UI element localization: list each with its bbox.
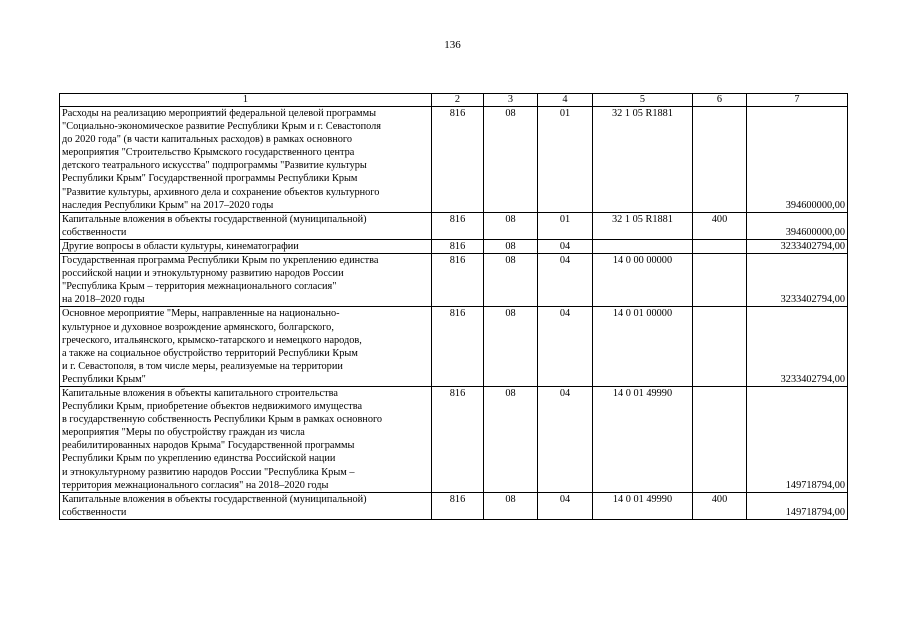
- target-article-cell: [593, 239, 693, 253]
- header-cell: 7: [747, 94, 848, 107]
- expense-type-cell: [693, 386, 747, 492]
- expense-name-cell: Капитальные вложения в объекты капитального строительства Республики Крым, приобретение объектов недвижимого имущества в государственную собственность Республики Крым в рамках основного мероприятия "Меры по обустройству граждан из числа реабилитированных народов Крыма" Государственной программы Республики Крым по укреплению единства Российской нации и этнокультурному развитию народов России "Республика Крым – территория межнационального согласия" на 2018–2020 годы: [60, 386, 432, 492]
- amount-cell: 394600000,00: [747, 107, 848, 213]
- subsection-code-cell: 01: [538, 107, 593, 213]
- ministry-code-cell: 816: [432, 307, 484, 387]
- target-article-cell: 14 0 01 49990: [593, 386, 693, 492]
- ministry-code-cell: 816: [432, 212, 484, 239]
- subsection-code-cell: 04: [538, 254, 593, 307]
- ministry-code-cell: 816: [432, 107, 484, 213]
- subsection-code-cell: 01: [538, 212, 593, 239]
- amount-cell: 149718794,00: [747, 492, 848, 519]
- table-row: [60, 239, 848, 253]
- expense-name-cell: Расходы на реализацию мероприятий федеральной целевой программы "Социально-экономическое развитие Республики Крым и г. Севастополя до 2020 года" (в части капитальных расходов) в рамках основного мероприятия "Строительство Крымского государственного центра детского театрального искусства" подпрограммы "Развитие культуры Республики Крым" Государственной программы Республики Крым "Развитие культуры, архивного дела и сохранение объектов культурного наследия Республики Крым" на 2017–2020 годы: [60, 107, 432, 213]
- amount-cell: 149718794,00: [747, 386, 848, 492]
- subsection-code-cell: 04: [538, 492, 593, 519]
- ministry-code-cell: 816: [432, 492, 484, 519]
- header-cell: 5: [593, 94, 693, 107]
- amount-cell: 3233402794,00: [747, 254, 848, 307]
- ministry-code-cell: 816: [432, 239, 484, 253]
- subsection-code-cell: 04: [538, 307, 593, 387]
- amount-cell: 3233402794,00: [747, 239, 848, 253]
- target-article-cell: 14 0 00 00000: [593, 254, 693, 307]
- expense-type-cell: [693, 307, 747, 387]
- expense-name-cell: Основное мероприятие "Меры, направленные на национально- культурное и духовное возрождение армянского, болгарского, греческого, итальянского, крымско-татарского и немецкого народов, а также на социальное обустройство территорий Республики Крым и г. Севастополя, в том числе меры, реализуемые на территории Республики Крым": [60, 307, 432, 387]
- section-code-cell: 08: [484, 492, 538, 519]
- section-code-cell: 08: [484, 307, 538, 387]
- section-code-cell: 08: [484, 239, 538, 253]
- expense-name-cell: Другие вопросы в области культуры, кинематографии: [60, 239, 432, 253]
- expense-name-cell: Капитальные вложения в объекты государственной (муниципальной) собственности: [60, 212, 432, 239]
- amount-cell: 3233402794,00: [747, 307, 848, 387]
- header-cell: 4: [538, 94, 593, 107]
- header-cell: 3: [484, 94, 538, 107]
- table-row: [60, 212, 848, 239]
- table-row: [60, 107, 848, 213]
- header-cell: 6: [693, 94, 747, 107]
- section-code-cell: 08: [484, 386, 538, 492]
- expense-type-cell: 400: [693, 492, 747, 519]
- section-code-cell: 08: [484, 212, 538, 239]
- table-row: [60, 386, 848, 492]
- budget-table: [59, 93, 848, 520]
- target-article-cell: 32 1 05 R1881: [593, 212, 693, 239]
- target-article-cell: 14 0 01 00000: [593, 307, 693, 387]
- table-header-row: [60, 94, 848, 107]
- subsection-code-cell: 04: [538, 239, 593, 253]
- page-number: 136: [444, 39, 461, 51]
- subsection-code-cell: 04: [538, 386, 593, 492]
- table-row: [60, 307, 848, 387]
- section-code-cell: 08: [484, 254, 538, 307]
- table-row: [60, 492, 848, 519]
- ministry-code-cell: 816: [432, 386, 484, 492]
- expense-type-cell: 400: [693, 212, 747, 239]
- expense-type-cell: [693, 107, 747, 213]
- table-row: [60, 254, 848, 307]
- section-code-cell: 08: [484, 107, 538, 213]
- header-cell: 2: [432, 94, 484, 107]
- expense-type-cell: [693, 239, 747, 253]
- target-article-cell: 32 1 05 R1881: [593, 107, 693, 213]
- ministry-code-cell: 816: [432, 254, 484, 307]
- expense-name-cell: Капитальные вложения в объекты государственной (муниципальной) собственности: [60, 492, 432, 519]
- target-article-cell: 14 0 01 49990: [593, 492, 693, 519]
- amount-cell: 394600000,00: [747, 212, 848, 239]
- expense-type-cell: [693, 254, 747, 307]
- header-cell: 1: [60, 94, 432, 107]
- expense-name-cell: Государственная программа Республики Крым по укреплению единства российской нации и этнокультурному развитию народов России "Республика Крым – территория межнационального согласия" на 2018–2020 годы: [60, 254, 432, 307]
